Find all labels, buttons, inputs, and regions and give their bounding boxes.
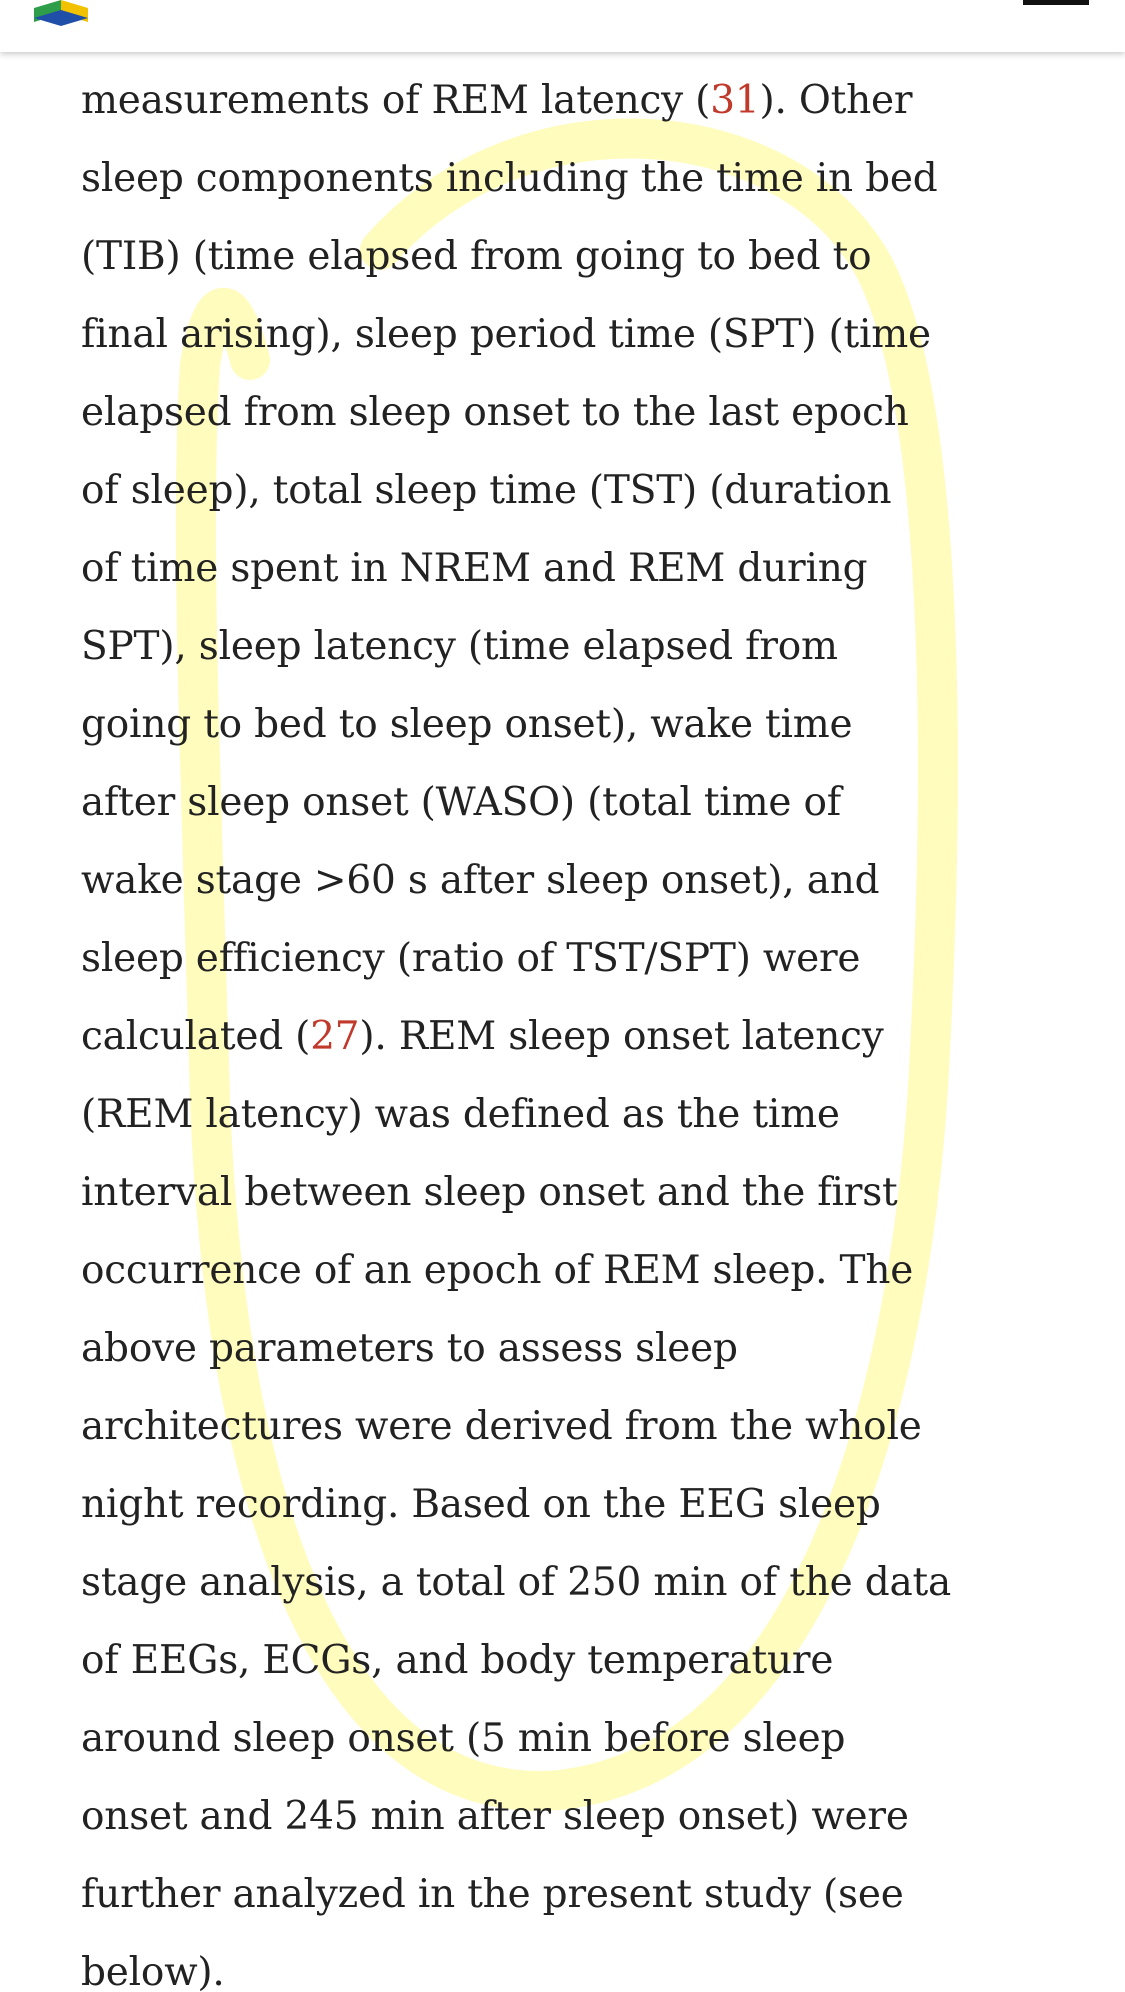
text-line [81, 374, 1041, 452]
text-line [81, 1154, 1041, 1232]
text-line [81, 452, 1041, 530]
reference-link[interactable]: 27 [310, 1014, 360, 1059]
text-segment: calculated ( [81, 1014, 311, 1059]
text-segment: (TIB) (time elapsed from going to bed to [81, 234, 872, 279]
text-segment: architectures were derived from the whole [81, 1404, 922, 1449]
text-segment: ). Other [759, 78, 913, 123]
text-segment: above parameters to assess sleep [81, 1326, 738, 1371]
text-line [81, 1856, 1041, 1934]
text-line [81, 920, 1041, 998]
text-line [81, 218, 1041, 296]
text-segment: of sleep), total sleep time (TST) (duration [81, 468, 892, 513]
text-line [81, 1622, 1041, 1700]
text-line [81, 686, 1041, 764]
text-line [81, 764, 1041, 842]
text-line [81, 140, 1041, 218]
top-bar [0, 0, 1125, 52]
publisher-logo-icon[interactable] [34, 0, 88, 26]
text-line [81, 62, 1041, 140]
text-line [81, 1076, 1041, 1154]
text-segment: below). [81, 1950, 225, 1992]
text-segment: occurrence of an epoch of REM sleep. The [81, 1248, 914, 1293]
text-line [81, 1388, 1041, 1466]
reference-link[interactable]: 31 [710, 78, 760, 123]
text-line [81, 1778, 1041, 1856]
text-line [81, 1544, 1041, 1622]
text-line [81, 1934, 1041, 1992]
text-segment: ). REM sleep onset latency [359, 1014, 884, 1059]
text-segment: further analyzed in the present study (see [81, 1872, 904, 1917]
text-segment: SPT), sleep latency (time elapsed from [81, 624, 838, 669]
text-segment: after sleep onset (WASO) (total time of [81, 780, 841, 825]
article-body [81, 62, 1041, 1992]
text-segment: sleep efficiency (ratio of TST/SPT) were [81, 936, 861, 981]
text-segment: onset and 245 min after sleep onset) were [81, 1794, 909, 1839]
menu-icon[interactable] [1023, 0, 1089, 5]
text-segment: wake stage >60 s after sleep onset), and [81, 858, 880, 903]
text-segment: of time spent in NREM and REM during [81, 546, 868, 591]
text-segment: stage analysis, a total of 250 min of the data [81, 1560, 952, 1605]
text-segment: night recording. Based on the EEG sleep [81, 1482, 881, 1527]
text-segment: elapsed from sleep onset to the last epoch [81, 390, 909, 435]
text-line [81, 842, 1041, 920]
text-line [81, 1466, 1041, 1544]
text-line [81, 296, 1041, 374]
text-line [81, 998, 1041, 1076]
text-segment: measurements of REM latency ( [81, 78, 711, 123]
text-line [81, 1310, 1041, 1388]
text-segment: around sleep onset (5 min before sleep [81, 1716, 846, 1761]
text-segment: going to bed to sleep onset), wake time [81, 702, 853, 747]
text-line [81, 1232, 1041, 1310]
text-segment: of EEGs, ECGs, and body temperature [81, 1638, 834, 1683]
text-line [81, 1700, 1041, 1778]
text-segment: sleep components including the time in bed [81, 156, 938, 201]
text-segment: final arising), sleep period time (SPT) (time [81, 312, 931, 357]
text-line [81, 608, 1041, 686]
text-line [81, 530, 1041, 608]
text-segment: interval between sleep onset and the first [81, 1170, 898, 1215]
text-segment: (REM latency) was defined as the time [81, 1092, 840, 1137]
